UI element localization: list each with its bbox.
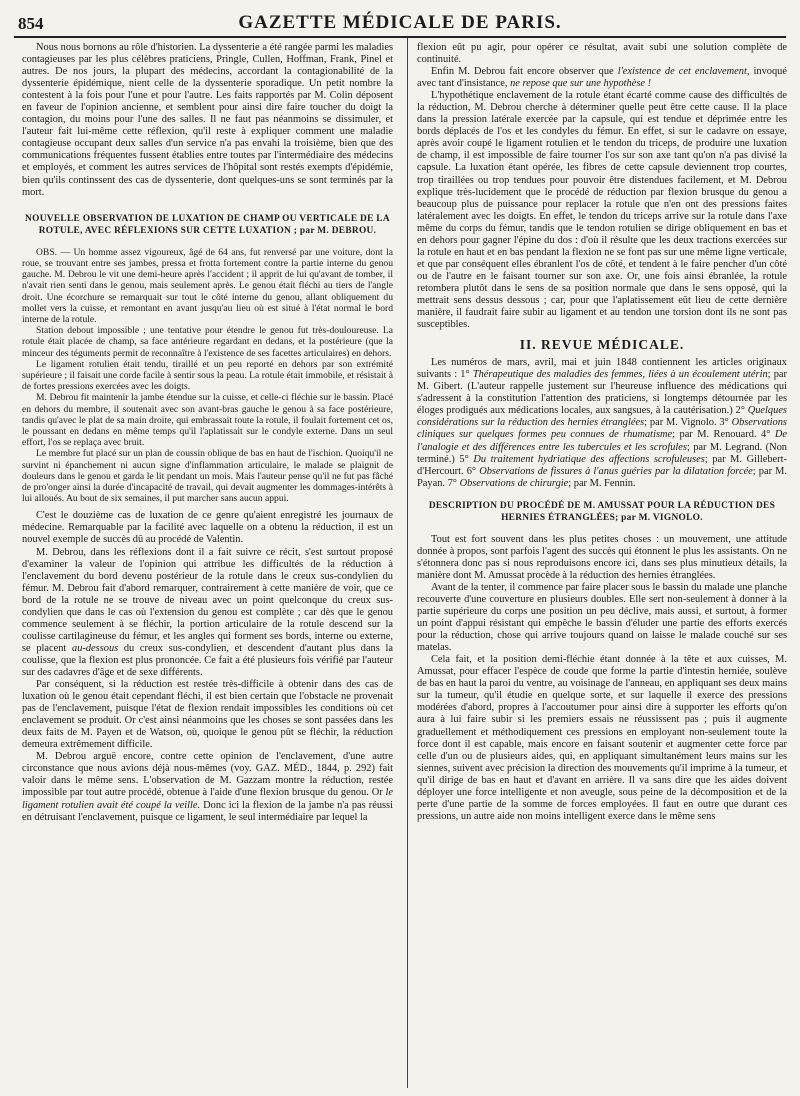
paragraph: Enfin M. Debrou fait encore observer que l'existence de cet enclavement, invoqué avec tant d'insistance, ne repose que sur une hypothèse ! [417, 66, 787, 90]
right-column [417, 42, 787, 823]
observation-paragraph: M. Debrou fit maintenir la jambe étendue sur la cuisse, et celle-ci fléchie sur le bassin. Placé en dehors du membre, il soutenait avec son avant-bras gauche le genou à sa face postérieure, tandis qu'avec le plat de sa main droite, qui embrassait toute la rotule, il foulait fortement cet os, le poussant en dedans en même temps qu'il l'aplatissait sur le condyle externe. Dans un seul effort, l'os se replaça avec bruit. [22, 392, 393, 449]
paragraph: flexion eût pu agir, pour opérer ce résultat, avait subi une solution complète de continuité. [417, 42, 787, 66]
paragraph: Tout est fort souvent dans les plus petites choses : un mouvement, une attitude donnée à propos, sont parfois l'agent des succès qui étonnent le plus les assistants. On ne s'étonnera donc pas si nous reproduisons encore ici, dans ses plus minutieux détails, la manière dont M. Amussat procède à la réduction des hernies étranglées. [417, 533, 787, 581]
paragraph: C'est le douzième cas de luxation de ce genre qu'aient enregistré les journaux de médecine. Remarquable par la facilité avec laquelle on a obtenu la réduction, il est un nouvel exemple de succès dû au procédé de Valentin. [22, 510, 393, 546]
paragraph: Cela fait, et la position demi-fléchie étant donnée à la tête et aux cuisses, M. Amussat, pour effacer l'espèce de coude que forme la partie d'intestin herniée, soulève de bas en haut la paroi du ventre, au voisinage de l'anneau, en appliquant ses deux mains sur la tumeur, qu'il étudie en quelque sorte, et sur laquelle il exerce des pressions modérées d'abord, propres à l'accoutumer pour ainsi dire à supporter les efforts qu'on aura à lui faire subir si les premiers essais ne réussissent pas ; puis il augmente graduellement et méthodiquement ces pressions en employant non-seulement toute la force dont il est capable, mais encore en faisant soutenir et augmenter cette force par celle d'un ou de plusieurs aides, qui, en appliquant simultanément leurs mains sur les siennes, suivent avec précision la direction des mouvements qu'il imprime à la tumeur, et qu'il dirige de bas en haut et d'avant en arrière. Il va sans dire que les aides doivent déployer une force intelligente et non aveugle, sous peine de la décomposition et de la perte d'une partie de la somme de forces employées. Il faut en outre que durant ces pressions, un autre aide non moins intelligent exerce dans le même sens [417, 654, 787, 822]
observation-paragraph: Le membre fut placé sur un plan de coussin oblique de bas en haut de l'ischion. Quoiqu'il ne survint ni épanchement ni aucun signe d'inflammation articulaire, le malade se plaignit de douleurs dans le genou et garda le lit pendant un mois. Mais l'auteur pense qu'il ne fut pas fâché de pro'onger ainsi la durée d'incapacité de travail, qui devait augmenter les dommages-intérêts à lui alloués. Au bout de six semaines, il put marcher sans aucun appui. [22, 448, 393, 505]
paragraph: Nous nous bornons au rôle d'historien. La dyssenterie a été rangée parmi les maladies contagieuses par les plus célèbres praticiens, Pringle, Cullen, Hoffman, Frank, Pinel et autres. De nos jours, la plupart des médecins, accordant la contagionabilité de la dyssenterie épidémique, nient celle de la dyssenterie sporadique. Un petit nombre la contestent à la fois pour l'une et pour l'autre. Les faits rapportés par M. Colin déposent en faveur de l'opinion ancienne, et semblent pour ainsi dire faire toucher du doigt la contagion, du moins pour l'une des salles. Il ne faut pas néanmoins se dissimuler, et l'auteur fait lui-même cette réflexion, qu'il reste à expliquer comment une maladie contagieuse occupant deux salles d'un service n'a pas envahi la troisième, bien que des communications fréquentes fussent établies entre toutes par l'intermédiaire des médecins et employés, et comment les autres services de l'hôpital sont restés exempts d'épidémie, bien qu'ils continssent des cas de dyssenterie, dont quelques-uns se sont terminés par la mort. [22, 42, 393, 198]
observation-paragraph: Station debout impossible ; une tentative pour étendre le genou fut très-douloureuse. La rotule était placée de champ, sa face antérieure regardant en dedans, et la postérieure (que la minceur des téguments permit de reconnaître à l'existence de ses facettes articulaires) en dehors. [22, 325, 393, 359]
paragraph: M. Debrou, dans les réflexions dont il a fait suivre ce récit, s'est surtout proposé d'examiner la valeur de l'opinion qui attribue les difficultés de la réduction à l'enclavement du bord devenu postérieur de la rotule dans le creux sus-condylien du fémur. M. Debrou fait d'abord remarquer, contrairement à cette manière de voir, que ce bord de la rotule ne se trouve de niveau avec un point quelconque du creux sus-condylien que dans le cas où l'extension du genou est complète ; car dès que le genou commence seulement à se fléchir, la portion articulaire de la rotule descend sur la coulisse cartilagineuse du fémur, et les angles qui forment ses bords, interne ou externe, se placent au-dessous du creux sus-condylien, et descendent d'autant plus dans la coulisse, que la flexion est plus prononcée. Ce fait a été plusieurs fois vérifié par l'auteur sur des cadavres d'âge et de sexe différents. [22, 546, 393, 678]
paragraph: Par conséquent, si la réduction est restée très-difficile à obtenir dans des cas de luxation où le genou était cependant fléchi, il est bien certain que l'obstacle ne provenait pas de l'enclavement, puisque l'état de flexion rendait impossibles les conditions où cet enclavement se produit. Or c'est ainsi néanmoins que les choses se sont passées dans les deux faits de M. Payen et de Watson, où, quoique le genou pût se fléchir, la réduction demeura extrêmement difficile. [22, 679, 393, 751]
paragraph: Les numéros de mars, avril, mai et juin 1848 contiennent les articles originaux suivants : 1° Thérapeutique des maladies des femmes, liées à un écoulement utérin; par M. Gibert. (L'auteur rappelle justement sur l'heureuse influence des médications qui s'adressent à la constitution l'attention des praticiens, si longtemps détournée par les éloges prodigués aux médications locales, aux sangsues, à la cautérisation.) 2° Quelques considérations sur la réduction des hernies étranglées; par M. Vignolo. 3° Observations cliniques sur quelques formes peu connues de rhumatisme; par M. Renouard. 4° De l'analogie et des différences entre les tubercules et les scrofules; par M. Legrand. (Non terminé.) 5° Du traitement hydriatique des affections scrofuleuses; par M. Gillebert-d'Hercourt. 6° Observations de fissures à l'anus guéries par la dilatation forcée; par M. Payan. 7° Observations de chirurgie; par M. Fennin. [417, 357, 788, 489]
observation-paragraph: OBS. — Un homme assez vigoureux, âgé de 64 ans, fut renversé par une voiture, dont la roue, se trouvant entre ses jambes, pressa et frotta fortement contre la partie interne du genou gauche. M. Debrou le vit une demi-heure après l'accident ; il apprit de lui qu'avant de tomber, il n'avait rien senti dans le genou, mais seulement après. Le genou était fléchi au tiers de l'angle droit. Une écorchure se remarquait sur tout le côté interne du genou, allant obliquement du mollet vers la cuisse, et remontant en avant jusqu'au lieu où est situé à l'état normal le bord interne de la rotule. [22, 246, 393, 325]
paragraph: Avant de la tenter, il commence par faire placer sous le bassin du malade une planche recouverte d'une couverture en plusieurs doubles. Elle sert non-seulement à donner à la partie supérieure du corps une position un peu déclive, mais aussi, et surtout, à former un point d'appui résistant qui empêche le bassin d'éluder une partie des efforts exercés pour la réduction, chose qui arrive toujours quand on laisse le malade couché sur ses matelas. [417, 581, 787, 654]
paragraph: M. Debrou arguë encore, contre cette opinion de l'enclavement, d'une autre circonstance que nous avions déjà nous-mêmes (voy. GAZ. MÉD., 1844, p. 292) fait valoir dans le même sens. L'observation de M. Gazzam montre la réduction, restée impossible par tout autre procédé, obtenue à l'aide d'une flexion brusque du genou. Or le ligament rotulien avait été coupé la veille. Donc ici la flexion de la jambe n'a pas réussi en détruisant l'enclavement, puisque ce ligament, le seul intermédiaire par lequel la [22, 751, 393, 823]
page-number: 854 [18, 14, 44, 33]
paragraph: L'hypothétique enclavement de la rotule étant écarté comme cause des difficultés de la réduction, M. Debrou cherche à déterminer quelle peut être cette cause. Il la place dans la pression latérale exercée par la capsule, qui est tendue et déprimée entre les bords déplacés de l'os et les condyles du fémur. En effet, si sur le cadavre on essaye, après avoir coupé le ligament rotulien et le tendon du triceps, de produire une luxation de champ, il est impossible de faire tourner l'os sur son axe tant qu'on n'a pas divisé la capsule. La luxation étant opérée, les fibres de cette capsule deviennent trop courtes, trop tiraillées ou trop tendues pour pouvoir être distendues facilement, et M. Debrou explique très-lucidement que le procédé de réduction par flexion brusque du genou a beaucoup plus de puissance pour replacer la rotule que n'en ont des pressions faites latéralement avec les doigts. En effet, le tendon du triceps arrive sur la rotule dans l'axe même du corps du fémur, tandis que le tendon rotulien se dirige obliquement en bas et en dehors pour gagner l'épine du dos : d'où il résulte que les deux tractions exercées sur la rotule en haut et en bas pendant la flexion ne se font pas sur une même ligne verticale, et que par conséquent elles ébranlent l'os de côté, et tendent à le faire pencher d'un côté ou de l'autre en le faisant tourner sur son axe. Or, une fois ainsi ébranlée, la rotule retombera plutôt dans le sens de sa position normale que dans le sens opposé, qui la mettrait sens dessus dessous ; car, pour que l'aplatissement eût lieu de cette dernière manière, il faudrait faire subir au ligament et au tendon une torsion dont ils ne sont pas susceptibles. [417, 90, 787, 331]
running-header [14, 10, 786, 38]
journal-title: GAZETTE MÉDICALE DE PARIS. [238, 12, 562, 33]
column-divider [407, 38, 408, 1088]
article-heading: DESCRIPTION DU PROCÉDÉ DE M. AMUSSAT POUR LA RÉDUCTION DES HERNIES ÉTRANGLÉES; par M. VIGNOLO. [428, 500, 776, 523]
article-heading: NOUVELLE OBSERVATION DE LUXATION DE CHAMP OU VERTICALE DE LA ROTULE, AVEC RÉFLEXIONS SUR CETTE LUXATION ; par M. DEBROU. [25, 213, 390, 236]
observation-paragraph: Le ligament rotulien était tendu, tiraillé et un peu reporté en dehors par son extrémité supérieure ; il faisait une corde facile à sentir sous la peau. La rotule était immobile, et résistait à de fortes pressions exercées avec les doigts. [22, 358, 393, 393]
left-column [22, 42, 393, 824]
section-title: II. REVUE MÉDICALE. [519, 337, 685, 353]
